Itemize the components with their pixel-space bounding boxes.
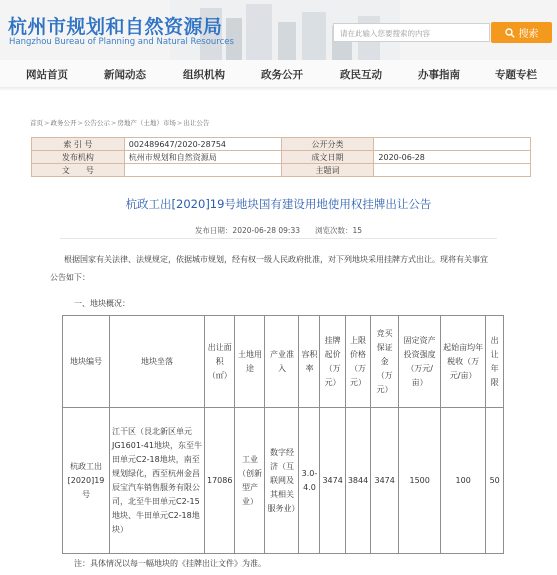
search-button[interactable] [491, 22, 552, 43]
header-investment-intensity: 固定资产投资强度（万元/亩） [399, 316, 441, 408]
breadcrumb-notices[interactable]: 公告公示 [83, 119, 110, 127]
footnote: 注：具体情况以每一幅地块的《挂牌出让文件》为准。 [74, 559, 266, 568]
breadcrumb-home[interactable]: 首页 [30, 119, 43, 127]
main-nav [0, 60, 557, 88]
nav-item-service-guide[interactable]: 办事指南 [418, 69, 460, 81]
cell-term-years: 50 [486, 408, 504, 554]
nav-item-public-affairs[interactable]: 政务公开 [261, 69, 303, 81]
index-number-value: 002489647/2020-28754 [124, 138, 281, 151]
nav-item-home[interactable]: 网站首页 [26, 69, 68, 81]
cell-investment-intensity: 1500 [399, 408, 441, 554]
breadcrumb-transfer-notice[interactable]: 出让公告 [183, 119, 210, 127]
table-row [63, 408, 504, 554]
header-area: 出让面积（㎡） [205, 316, 235, 408]
header-parcel-number: 地块编号 [63, 316, 110, 408]
article-intro-line-2: 公告如下： [50, 273, 90, 282]
keywords-value [374, 164, 531, 177]
cell-location: 江干区（艮北新区单元JG1601-41地块，东至牛田单元C2-18地块，南至规划绿化，西至杭州金昌辰宝汽车销售服务有限公司，北至牛田单元C2-15地块、牛田单元C2-18地块） [110, 408, 205, 554]
article-intro [50, 251, 514, 287]
article-meta: 发布日期：2020-06-28 09:33 浏览次数：15 [194, 226, 363, 235]
header-plot-ratio: 容积率 [299, 316, 320, 408]
nav-item-interaction[interactable]: 政民互动 [340, 69, 382, 81]
header-starting-price: 挂牌起价（万元） [320, 316, 345, 408]
keywords-label: 主题词 [281, 164, 374, 177]
category-value [374, 138, 531, 151]
cell-land-use: 工业（创新型产业） [235, 408, 265, 554]
header-location: 地块坐落 [110, 316, 205, 408]
cell-industry-access: 数字经济（互联网及其相关服务业） [265, 408, 299, 554]
cell-cap-price: 3844 [345, 408, 370, 554]
section-heading: 一、地块概况： [74, 299, 130, 308]
search-input[interactable]: 请在此输入您要搜索的内容 [333, 23, 490, 42]
header-term-years: 出让年限 [486, 316, 504, 408]
breadcrumb: 首页>政务公开>公告公示>房地产（土地）市场>出让公告 [30, 119, 210, 127]
header-land-use: 土地用途 [235, 316, 265, 408]
nav-item-news[interactable]: 新闻动态 [104, 69, 146, 81]
breadcrumb-real-estate-market[interactable]: 房地产（土地）市场 [117, 119, 176, 127]
article-intro-line-1: 根据国家有关法律、法规规定，依据城市规划，经有权一级人民政府批准，对下列地块采用挂牌方式出让。现将有关事宜 [64, 255, 488, 264]
nav-divider [0, 87, 557, 91]
category-label: 公开分类 [281, 138, 374, 151]
index-number-label: 索 引 号 [32, 138, 125, 151]
search-icon [505, 28, 515, 38]
parcel-table [62, 315, 504, 554]
header-cap-price: 上限价格（万元） [345, 316, 370, 408]
article-title: 杭政工出[2020]19号地块国有建设用地使用权挂牌出让公告 [125, 197, 432, 211]
cell-area: 17086 [205, 408, 235, 554]
site-logo-subtitle: Hangzhou Bureau of Planning and Natural Resources [9, 37, 234, 47]
header-industry-access: 产业准入 [265, 316, 299, 408]
meta-divider [60, 238, 497, 239]
header-tax-per-mu: 起始亩均年税收（万元/亩） [441, 316, 486, 408]
document-info-table [31, 137, 531, 177]
document-number-value [124, 164, 281, 177]
parcel-table-header-row [63, 316, 504, 408]
cell-plot-ratio: 3.0-4.0 [299, 408, 320, 554]
nav-item-organization[interactable]: 组织机构 [183, 69, 225, 81]
cell-parcel-number: 杭政工出[2020]19号 [63, 408, 110, 554]
document-number-label: 文 号 [32, 164, 125, 177]
cell-starting-price: 3474 [320, 408, 345, 554]
site-header [0, 0, 557, 60]
cell-deposit: 3474 [371, 408, 399, 554]
nav-item-special-topics[interactable]: 专题专栏 [495, 69, 537, 81]
publisher-label: 发布机构 [32, 151, 125, 164]
header-deposit: 竞买保证金（万元） [371, 316, 399, 408]
publisher-value: 杭州市规划和自然资源局 [124, 151, 281, 164]
date-label: 成文日期 [281, 151, 374, 164]
breadcrumb-public-affairs[interactable]: 政务公开 [50, 119, 77, 127]
site-logo-title[interactable]: 杭州市规划和自然资源局 [8, 16, 223, 38]
cell-tax-per-mu: 100 [441, 408, 486, 554]
date-value: 2020-06-28 [374, 151, 531, 164]
search-button-label: 搜索 [518, 29, 539, 40]
